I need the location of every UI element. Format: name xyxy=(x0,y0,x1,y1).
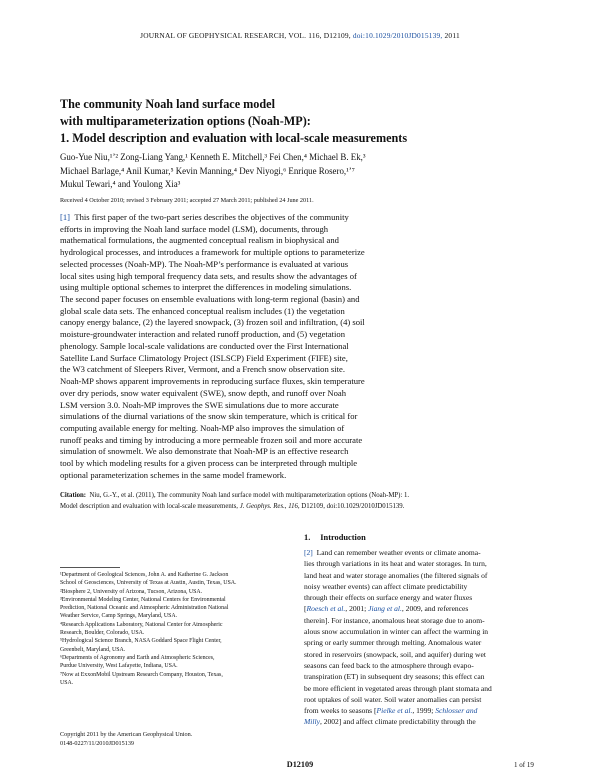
doi-link[interactable]: doi:10.1029/2010JD015139, xyxy=(352,31,443,40)
abstract-line: LSM version 3.0. Noah-MP improves the SWE simulations due to more accurate xyxy=(60,399,339,410)
citation-label: Citation: xyxy=(60,492,87,499)
section-heading xyxy=(304,533,366,542)
citation-line: Citation: Niu, G.-Y., et al. (2011), The community Noah land surface model with multiparameterization options (Noah-MP): 1. xyxy=(60,492,410,499)
footnote-line: Weather Service, Camp Springs, Maryland, USA. xyxy=(60,613,178,620)
section-number: 1. xyxy=(304,533,311,542)
abstract xyxy=(60,212,550,482)
abstract-line: Noah-MP shows apparent improvements in reproducing surface fluxes, skin temperature xyxy=(60,376,365,387)
intro-line: [Roesch et al., 2001; Jiang et al., 2009, and references xyxy=(304,604,469,614)
abstract-line: simulations of the diurnal variations of the snow skin temperature, which is critical for xyxy=(60,411,358,422)
citation-line: Model description and evaluation with local-scale measurements, J. Geophys. Res., 116, D12109, doi:10.1029/2010JD015139. xyxy=(60,503,405,510)
intro-line: noisy weather events) can affect climate predictability xyxy=(304,581,468,591)
intro-line: land heat and water storage anomalies (the filtered signals of xyxy=(304,570,488,580)
section-title: Introduction xyxy=(320,533,366,542)
intro-line: alous snow accumulation in winter can affect the warming in xyxy=(304,627,489,637)
journal-name: JOURNAL OF GEOPHYSICAL RESEARCH, VOL. 116, D12109, xyxy=(140,31,351,40)
author-line: Guo-Yue Niu,¹ʼ² Zong-Liang Yang,¹ Kenneth E. Mitchell,³ Fei Chen,⁴ Michael B. Ek,³ xyxy=(60,152,366,162)
issn-line: 0148-0227/11/2010JD015139 xyxy=(60,739,135,747)
paper-title xyxy=(60,96,560,147)
abstract-line: the W3 catchment of Sleepers River, Vermont, and a French snow observation site. xyxy=(60,364,346,375)
abstract-line: mathematical formulations, the augmented conceptual realism in biophysical and xyxy=(60,235,339,246)
abstract-line: runoff peaks and timing by introducing a more permeable frozen soil and more accurate xyxy=(60,434,363,445)
footnote-line: ³Environmental Modeling Center, National Centers for Environmental xyxy=(60,596,226,603)
intro-line: stored in reservoirs (snowpack, soil, and aquifer) during wet xyxy=(304,649,486,659)
author-line: Michael Barlage,⁴ Anil Kumar,⁵ Kevin Manning,⁴ Dev Niyogi,⁶ Enrique Rosero,¹ʼ⁷ xyxy=(60,165,355,176)
intro-line: [2] Land can remember weather events or climate anoma- xyxy=(304,548,481,557)
abstract-line: Satellite Land Surface Climatology Project (ISLSCP) Field Experiment (FIFE) site, xyxy=(60,352,348,363)
intro-line: from weeks to seasons [Pielke et al., 1999; Schlosser and xyxy=(304,706,478,716)
paragraph-number: [1] xyxy=(60,212,71,222)
title-line: 1. Model description and evaluation with local-scale measurements xyxy=(60,131,408,145)
footnote-line: ⁵Hydrological Science Branch, NASA Goddard Space Flight Center, xyxy=(60,638,222,645)
abstract-line: canopy energy balance, (2) the layered snowpack, (3) frozen soil and infiltration, (4) soil xyxy=(60,317,365,328)
footnote-line: Research, Boulder, Colorado, USA. xyxy=(60,630,145,637)
abstract-line: using multiple optional schemes to interpret the differences in modeling simulations. xyxy=(60,282,352,293)
footnote-line: ¹Department of Geological Sciences, John A. and Katherine G. Jackson xyxy=(60,572,229,578)
citation-block xyxy=(60,490,560,512)
article-id: D12109 xyxy=(286,760,314,769)
footnote-line: ⁷Now at ExxonMobil Upstream Research Company, Houston, Texas, xyxy=(60,671,223,678)
intro-line: lies through variations in its heat and water storages. In turn, xyxy=(304,559,487,569)
intro-line: therein]. For instance, anomalous heat storage due to anom- xyxy=(304,615,485,625)
abstract-line: selected processes (Noah-MP). The Noah-MP’s performance is evaluated at various xyxy=(60,258,349,269)
abstract-line: global scale data sets. The enhanced conceptual realism includes (1) the vegetation xyxy=(60,305,345,316)
intro-line: root uptakes of soil water. Soil water anomalies can persist xyxy=(304,694,482,704)
abstract-line: moisture-groundwater interaction and related runoff production, and (5) vegetation xyxy=(60,329,346,340)
footnote-line: School of Geosciences, University of Texas at Austin, Austin, Texas, USA. xyxy=(60,580,237,587)
footnote-line: ⁶Departments of Agronomy and Earth and Atmospheric Sciences, xyxy=(60,654,215,661)
copyright-notice xyxy=(60,731,192,748)
author-line: Mukul Tewari,⁴ and Youlong Xia³ xyxy=(60,179,181,189)
abstract-line: computing available energy for melting. Noah-MP also improves the simulation of xyxy=(60,422,345,433)
intro-text xyxy=(304,547,546,728)
abstract-line: hydrological processes, and introduces a framework for multiple options to parameterize xyxy=(60,247,365,258)
copyright-line: Copyright 2011 by the American Geophysical Union. xyxy=(60,731,193,738)
abstract-line: [1] This first paper of the two-part series describes the objectives of the community xyxy=(60,212,349,222)
intro-line: seasons can feed back to the atmosphere through evapo- xyxy=(304,660,474,670)
title-line: The community Noah land surface model xyxy=(60,97,275,111)
page-number: 1 of 19 xyxy=(514,761,534,769)
intro-line: through their effects on surface energy and water fluxes xyxy=(304,593,473,603)
intro-line: transpiration (ET) in subsequent dry seasons; this effect can xyxy=(304,672,485,682)
journal-abbrev: J. Geophys. Res., 116, xyxy=(239,503,300,510)
affiliation-footnotes xyxy=(60,571,292,687)
intro-line: be more efficient in vegetated areas through plant stomata and xyxy=(304,683,492,693)
running-head xyxy=(0,31,600,40)
abstract-line: simulation of snowmelt. We also demonstrate that Noah-MP is an effective research xyxy=(60,446,349,457)
intro-line: spring or early summer through melting. Anomalous water xyxy=(304,638,482,648)
footnote-line: ²Biosphere 2, University of Arizona, Tucson, Arizona, USA. xyxy=(60,588,203,595)
abstract-line: efforts in improving the Noah land surface model (LSM), documents, through xyxy=(60,223,329,234)
abstract-line: The second paper focuses on ensemble evaluations with long-term regional (basin) and xyxy=(60,294,360,305)
abstract-line: over dry periods, snow water equivalent (SWE), snow depth, and runoff over Noah xyxy=(60,387,346,398)
footnote-line: Prediction, National Oceanic and Atmospheric Administration National xyxy=(60,605,229,612)
footnote-line: Purdue University, West Lafayette, Indiana, USA. xyxy=(60,663,178,670)
footnote-rule xyxy=(60,567,120,568)
title-line: with multiparameterization options (Noah-MP): xyxy=(60,114,311,128)
footnote-line: Greenbelt, Maryland, USA. xyxy=(60,646,126,653)
abstract-line: tool by which modeling results for a given process can be interpreted through multiple xyxy=(60,458,358,469)
footnote-line: ⁴Research Applications Laboratory, National Center for Atmospheric xyxy=(60,621,223,628)
footnote-line: USA. xyxy=(60,679,74,686)
received-dates: Received 4 October 2010; revised 3 February 2011; accepted 27 March 2011; published 24 June 2011. xyxy=(60,197,314,204)
abstract-line: optional parameterization schemes in the same model framework. xyxy=(60,469,287,480)
author-list xyxy=(60,151,560,192)
abstract-line: phenology. Sample local-scale validations are conducted over the First International xyxy=(60,340,349,351)
abstract-line: local sites using high temporal frequency data sets, and results show the advantages of xyxy=(60,270,357,281)
header-year: 2011 xyxy=(444,31,460,40)
intro-line: Milly, 2002] and affect climate predictability through the xyxy=(304,717,476,727)
